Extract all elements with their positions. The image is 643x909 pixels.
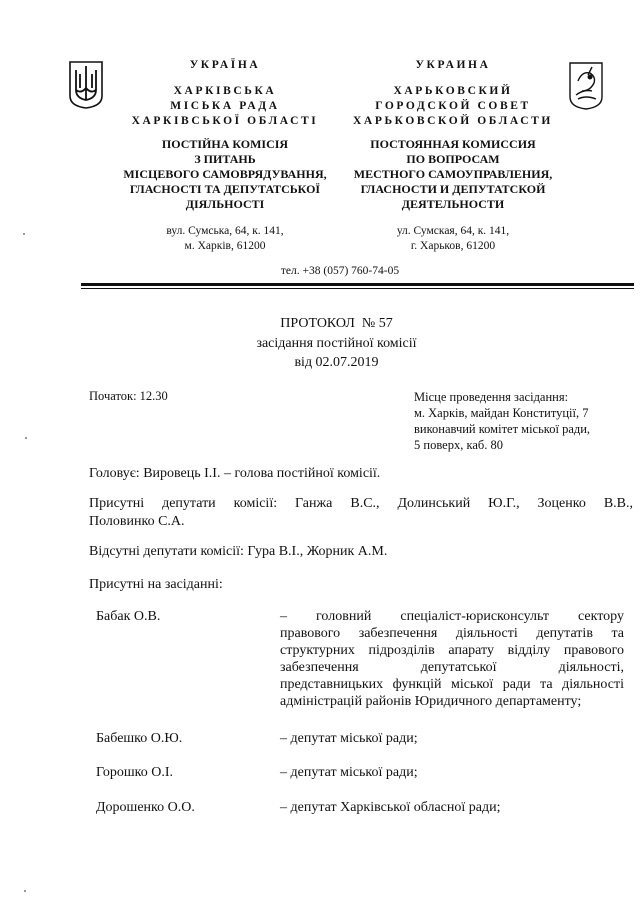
council-ua-line3: ХАРКІВСЬКОЇ ОБЛАСТІ — [131, 115, 319, 127]
protocol-title: ПРОТОКОЛ № 57 — [280, 316, 393, 331]
attendee-role-line: адміністрацій районів Юридичного департаменту; — [280, 694, 582, 709]
absent-deputies: Відсутні депутати комісії: Гура В.І., Жорник А.М. — [89, 544, 388, 559]
address-ua-line1: вул. Сумська, 64, к. 141, — [166, 225, 284, 237]
scan-speck — [25, 437, 27, 439]
meeting-location — [414, 389, 629, 453]
header-ua — [120, 58, 330, 254]
commission-ua-line2: З ПИТАНЬ — [194, 152, 256, 166]
council-ua-line2: МІСЬКА РАДА — [170, 100, 280, 112]
commission-ru-line2: ПО ВОПРОСАМ — [406, 152, 500, 166]
header-divider-thick — [81, 283, 634, 286]
ukraine-coat-of-arms-emblem — [68, 60, 104, 110]
header-ru — [340, 58, 566, 254]
present-deputies-line2: Половинко С.А. — [89, 514, 185, 529]
scan-speck — [24, 890, 26, 892]
commission-ua-line3: МІСЦЕВОГО САМОВРЯДУВАННЯ, — [123, 167, 327, 181]
attendee-role — [280, 608, 624, 710]
location-line: м. Харків, майдан Конституції, 7 — [414, 406, 589, 420]
address-ua-line2: м. Харків, 61200 — [184, 240, 266, 252]
commission-ru-line1: ПОСТОЯННАЯ КОМИССИЯ — [370, 137, 536, 151]
attendee-role: – депутат міської ради; — [280, 731, 418, 746]
protocol-date: від 02.07.2019 — [294, 355, 379, 370]
council-ru-line3: ХАРЬКОВСКОЙ ОБЛАСТИ — [353, 115, 553, 127]
council-ua-line1: ХАРКІВСЬКА — [173, 85, 277, 97]
commission-ru-line5: ДЕЯТЕЛЬНОСТИ — [401, 197, 505, 211]
address-ru-line1: ул. Сумская, 64, к. 141, — [396, 225, 510, 237]
address-ru-line2: г. Харьков, 61200 — [410, 240, 496, 252]
commission-ua-line5: ДІЯЛЬНОСТІ — [185, 197, 265, 211]
attendee-name: Дорошенко О.О. — [96, 800, 195, 815]
location-line: виконавчий комітет міської ради, — [414, 422, 591, 436]
kharkiv-city-emblem — [568, 61, 604, 111]
attendee-role-line: правового забезпечення діяльності депутатів та — [280, 626, 624, 641]
attendee-role-line: представницьких функцій міської ради та діяльності — [280, 677, 624, 692]
commission-ru-line4: ГЛАСНОСТИ И ДЕПУТАТСКОЙ — [360, 182, 546, 196]
commission-ua-line1: ПОСТІЙНА КОМІСІЯ — [161, 137, 289, 151]
country-ua: УКРАЇНА — [189, 59, 261, 71]
header-divider-thin — [81, 288, 634, 289]
council-ru-line2: ГОРОДСКОЙ СОВЕТ — [375, 100, 531, 112]
commission-ru-line3: МЕСТНОГО САМОУПРАВЛЕНИЯ, — [353, 167, 553, 181]
commission-ua-line4: ГЛАСНОСТІ ТА ДЕПУТАТСЬКОЇ — [129, 182, 321, 196]
attendee-role: – депутат Харківської обласної ради; — [280, 800, 501, 815]
attendee-role-line: структурних підрозділів апарату відділу правового — [280, 643, 624, 658]
attendee-role-line: – головний спеціаліст-юрисконсульт сектору — [280, 609, 624, 624]
start-time: Початок: 12.30 — [89, 389, 168, 403]
protocol-subtitle: засідання постійної комісії — [256, 336, 417, 351]
location-line: Місце проведення засідання: — [414, 390, 569, 404]
location-line: 5 поверх, каб. 80 — [414, 438, 503, 452]
country-ru: УКРАИНА — [415, 59, 491, 71]
attendee-role: – депутат міської ради; — [280, 765, 418, 780]
attendee-name: Горошко О.І. — [96, 765, 174, 780]
attendee-name: Бабешко О.Ю. — [96, 731, 183, 746]
present-deputies-line1: Присутні депутати комісії: Ганжа В.С., Долинський Ю.Г., Зоценко В.В., — [89, 496, 633, 511]
attendee-role-line: забезпечення депутатської діяльності, — [280, 660, 624, 675]
attendee-name: Бабак О.В. — [96, 609, 161, 624]
council-ru-line1: ХАРЬКОВСКИЙ — [393, 85, 513, 97]
phone-number: тел. +38 (057) 760-74-05 — [280, 265, 400, 277]
chairperson: Головує: Вировець І.І. – голова постійної комісії. — [89, 466, 381, 481]
scan-speck — [23, 233, 25, 235]
attendees-heading: Присутні на засіданні: — [89, 577, 223, 592]
